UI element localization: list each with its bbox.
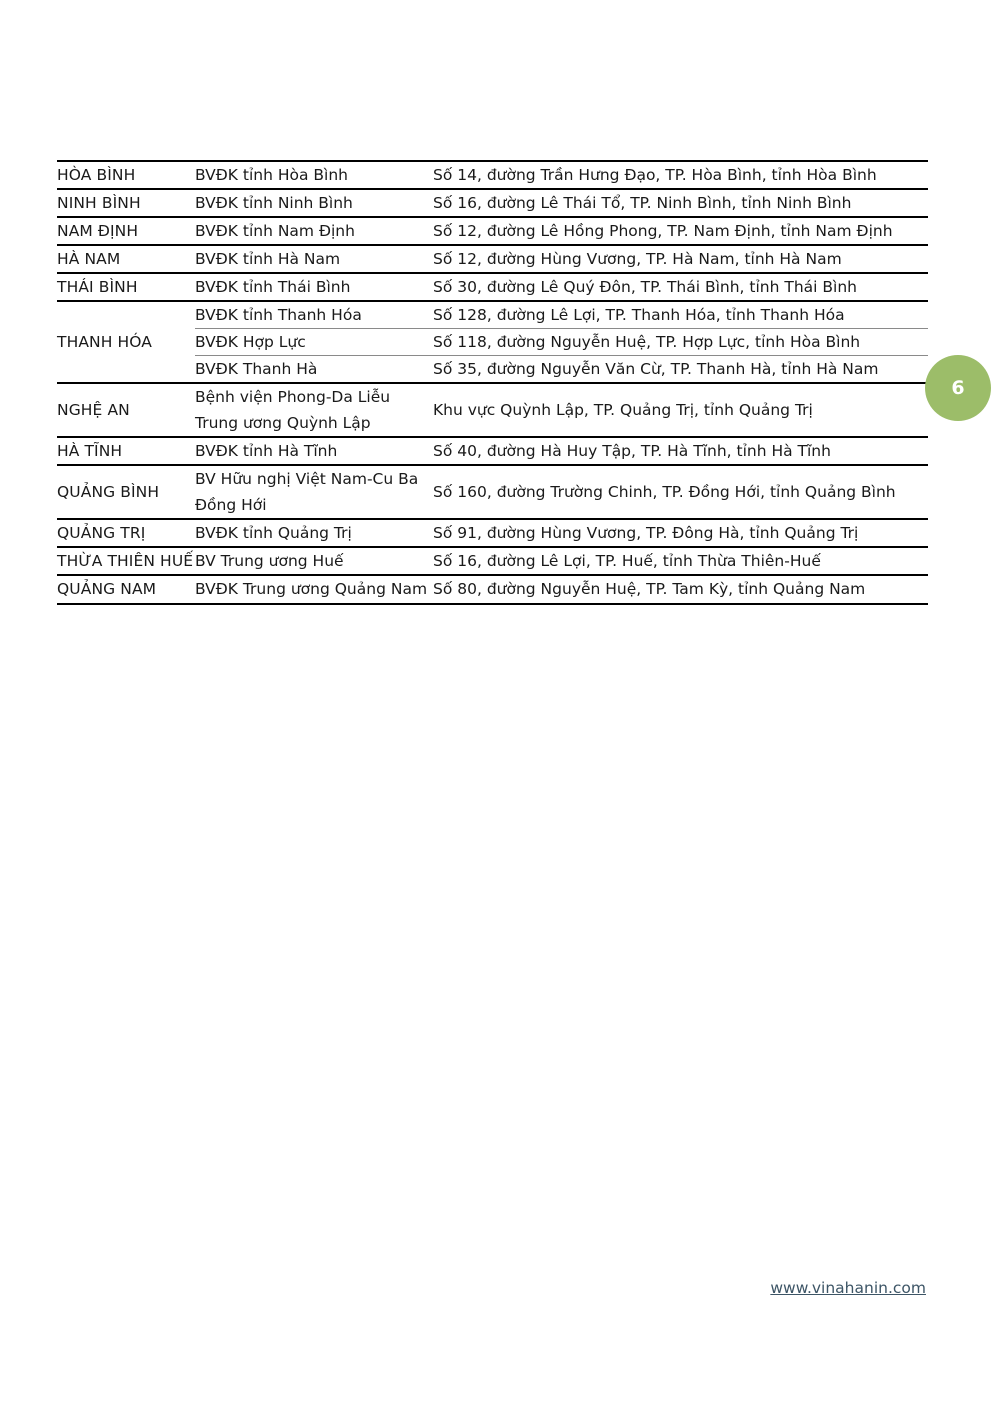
hospital-name-cell: BVĐK tỉnh Hòa Bình: [195, 166, 348, 184]
table-row: [57, 437, 928, 465]
hospital-address-cell: Số 12, đường Lê Hồng Phong, TP. Nam Định, tỉnh Nam Định: [433, 222, 893, 241]
province-cell: NINH BÌNH: [57, 193, 141, 212]
hospital-name-cell: BV Hữu nghị Việt Nam-Cu Ba Đồng Hới: [195, 470, 419, 515]
hospital-address-cell: Số 91, đường Hùng Vương, TP. Đông Hà, tỉnh Quảng Trị: [433, 524, 859, 543]
province-cell: HÀ NAM: [57, 249, 121, 268]
hospital-address-cell: Số 118, đường Nguyễn Huệ, TP. Hợp Lực, tỉnh Hòa Bình: [433, 329, 928, 356]
table-row: [57, 383, 928, 437]
hospital-name-cell: BVĐK Thanh Hà: [195, 356, 433, 383]
table-row: [57, 273, 928, 301]
sub-table-row: [195, 329, 928, 356]
hospital-address-cell: Số 14, đường Trần Hưng Đạo, TP. Hòa Bình, tỉnh Hòa Bình: [433, 166, 877, 184]
province-cell: HÒA BÌNH: [57, 165, 136, 184]
hospital-address-cell: Khu vực Quỳnh Lập, TP. Quảng Trị, tỉnh Quảng Trị: [433, 401, 813, 420]
hospital-name-cell: BVĐK tỉnh Hà Nam: [195, 250, 341, 269]
table-row: [57, 161, 928, 189]
hospital-address-cell: Số 16, đường Lê Thái Tổ, TP. Ninh Bình, tỉnh Ninh Bình: [433, 194, 852, 213]
table-row: [57, 575, 928, 603]
sub-table-row: [195, 356, 928, 383]
table-row: [57, 189, 928, 217]
hospital-address-cell: Số 30, đường Lê Quý Đôn, TP. Thái Bình, tỉnh Thái Bình: [433, 278, 857, 297]
hospital-address-cell: Số 128, đường Lê Lợi, TP. Thanh Hóa, tỉnh Thanh Hóa: [433, 306, 845, 325]
hospital-name-cell: BV Trung ương Huế: [195, 552, 344, 571]
table-row: [57, 245, 928, 273]
page-number-badge: 6: [925, 355, 991, 421]
hospital-name-cell: BVĐK tỉnh Quảng Trị: [195, 524, 352, 543]
hospital-address-cell: Số 16, đường Lê Lợi, TP. Huế, tỉnh Thừa Thiên-Huế: [433, 552, 821, 571]
table-row: [57, 519, 928, 547]
hospital-name-cell: BVĐK Hợp Lực: [195, 329, 433, 356]
table-row: [57, 465, 928, 519]
hospital-name-cell: BVĐK tỉnh Nam Định: [195, 222, 355, 241]
website-link[interactable]: www.vinahanin.com: [770, 1279, 926, 1297]
hospital-name-cell: BVĐK tỉnh Thái Bình: [195, 278, 351, 297]
province-cell: NGHỆ AN: [57, 401, 130, 420]
hospital-address-cell: Số 80, đường Nguyễn Huệ, TP. Tam Kỳ, tỉnh Quảng Nam: [433, 580, 866, 599]
hospital-name-cell: BVĐK tỉnh Thanh Hóa: [195, 306, 362, 325]
hospital-name-cell: BVĐK Trung ương Quảng Nam: [195, 580, 428, 599]
merged-entries-cell: [195, 301, 928, 383]
table-row: [57, 547, 928, 575]
hospital-address-cell: Số 40, đường Hà Huy Tập, TP. Hà Tĩnh, tỉnh Hà Tĩnh: [433, 442, 831, 461]
hospital-address-cell: Số 12, đường Hùng Vương, TP. Hà Nam, tỉnh Hà Nam: [433, 250, 842, 269]
province-cell: THANH HÓA: [57, 332, 152, 351]
hospital-address-cell: Số 35, đường Nguyễn Văn Cừ, TP. Thanh Hà, tỉnh Hà Nam: [433, 356, 928, 383]
hospital-name-cell: Bệnh viện Phong-Da Liễu Trung ương Quỳnh Lập: [195, 388, 391, 433]
province-cell: QUẢNG TRỊ: [57, 524, 146, 543]
hospital-name-cell: BVĐK tỉnh Ninh Bình: [195, 194, 353, 213]
page-footer: [57, 1278, 928, 1297]
province-cell: NAM ĐỊNH: [57, 221, 139, 240]
table-row: [57, 217, 928, 245]
hospital-directory-table: [57, 160, 928, 605]
sub-entry-table: [195, 302, 928, 382]
hospital-name-cell: BVĐK tỉnh Hà Tĩnh: [195, 442, 338, 461]
hospital-address-cell: Số 160, đường Trường Chinh, TP. Đồng Hới, tỉnh Quảng Bình: [433, 483, 896, 502]
province-cell: THỪA THIÊN HUẾ: [57, 552, 194, 571]
province-cell: THÁI BÌNH: [57, 277, 138, 296]
sub-table-row: [195, 302, 928, 329]
province-cell: QUẢNG BÌNH: [57, 483, 160, 502]
table-row: [57, 301, 928, 383]
province-cell: QUẢNG NAM: [57, 580, 157, 599]
province-cell: HÀ TĨNH: [57, 442, 123, 461]
